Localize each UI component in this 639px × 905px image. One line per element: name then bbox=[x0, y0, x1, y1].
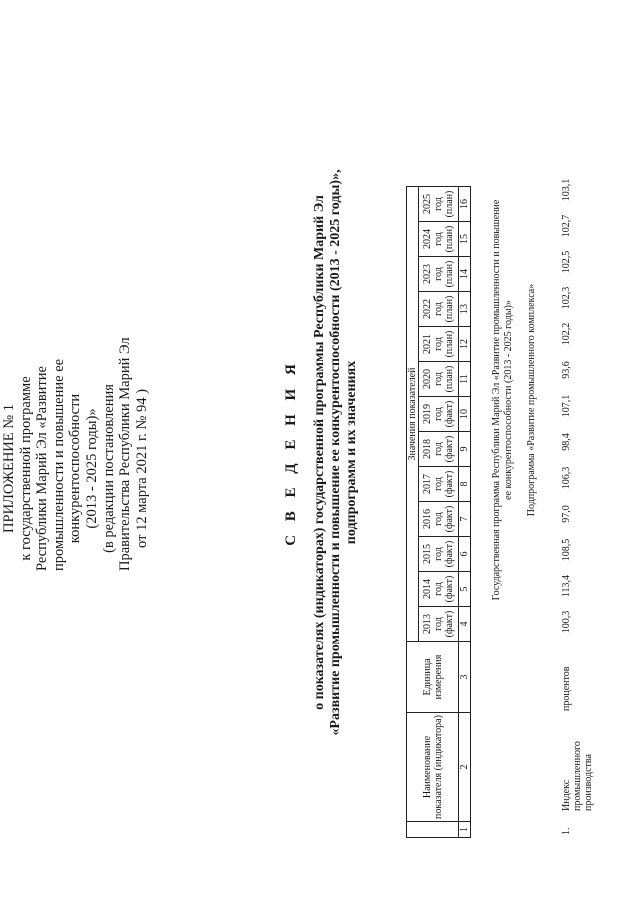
column-number: 2 bbox=[459, 713, 471, 822]
header-line: к государственной программе bbox=[17, 376, 34, 561]
year-header-kind: (план) bbox=[444, 330, 455, 358]
year-header-year: 2020 bbox=[422, 369, 433, 389]
program-caption bbox=[491, 95, 515, 705]
column-number: 4 bbox=[459, 607, 471, 642]
value-cell: 107,1 bbox=[561, 394, 572, 418]
year-header-year: 2022 bbox=[422, 299, 433, 319]
year-header-year: 2024 bbox=[422, 229, 433, 249]
indicator-name bbox=[561, 741, 594, 811]
indicator-name-line: Индекс bbox=[561, 779, 572, 811]
header-line: Правительства Республики Марий Эл bbox=[117, 337, 134, 571]
value-cell: 106,3 bbox=[561, 466, 572, 490]
subtitle-line: «Развитие промышленности и повышение ее конкурентоспособности (2013 - 2025 годы)», bbox=[328, 169, 343, 736]
indicator-unit: процентов bbox=[561, 666, 572, 711]
year-header-2021 bbox=[419, 327, 459, 362]
year-header-2014 bbox=[419, 572, 459, 607]
year-header-word: год bbox=[433, 232, 444, 246]
column-number: 13 bbox=[459, 292, 471, 327]
year-header-word: год bbox=[433, 512, 444, 526]
year-header-kind: (факт) bbox=[444, 610, 455, 638]
year-header-2018 bbox=[419, 432, 459, 467]
appendix-header bbox=[1, 337, 150, 571]
year-header-kind: (план) bbox=[444, 260, 455, 288]
column-number: 14 bbox=[459, 257, 471, 292]
year-header-year: 2013 bbox=[422, 614, 433, 634]
column-number: 11 bbox=[459, 362, 471, 397]
year-header-2019 bbox=[419, 397, 459, 432]
column-number: 8 bbox=[459, 467, 471, 502]
value-cell: 102,3 bbox=[561, 286, 572, 310]
document-title: С В Е Д Е Н И Я bbox=[283, 359, 299, 546]
year-header-word: год bbox=[433, 477, 444, 491]
values-header: Значения показателей bbox=[407, 187, 419, 642]
column-number: 9 bbox=[459, 432, 471, 467]
column-number: 10 bbox=[459, 397, 471, 432]
column-number: 6 bbox=[459, 537, 471, 572]
value-cell: 102,2 bbox=[561, 322, 572, 346]
year-header-year: 2014 bbox=[422, 579, 433, 599]
header-line: от 12 марта 2021 г. № 94 ) bbox=[133, 389, 150, 548]
year-header-word: год bbox=[433, 442, 444, 456]
year-header-kind: (факт) bbox=[444, 540, 455, 568]
year-header-2017 bbox=[419, 467, 459, 502]
value-cell: 97,0 bbox=[561, 505, 572, 523]
program-line: ее конкурентоспособности (2013 - 2025 годы)» bbox=[503, 300, 514, 500]
year-header-kind: (план) bbox=[444, 190, 455, 218]
column-number: 15 bbox=[459, 222, 471, 257]
column-number: 5 bbox=[459, 572, 471, 607]
year-header-2022 bbox=[419, 292, 459, 327]
year-header-word: год bbox=[433, 302, 444, 316]
year-header-kind: (факт) bbox=[444, 400, 455, 428]
value-cell: 108,5 bbox=[561, 538, 572, 562]
year-header-year: 2016 bbox=[422, 509, 433, 529]
year-header-year: 2019 bbox=[422, 404, 433, 424]
year-header-kind: (план) bbox=[444, 225, 455, 253]
value-cell: 93,6 bbox=[561, 361, 572, 379]
table-header-row bbox=[407, 187, 419, 838]
year-header-2024 bbox=[419, 222, 459, 257]
value-cell: 113,4 bbox=[561, 574, 572, 598]
year-header-kind: (факт) bbox=[444, 435, 455, 463]
row-number: 1. bbox=[561, 827, 572, 835]
value-cell: 102,7 bbox=[561, 214, 572, 238]
year-header-2020 bbox=[419, 362, 459, 397]
year-header-word: год bbox=[433, 617, 444, 631]
year-header-year: 2018 bbox=[422, 439, 433, 459]
header-line: (2013 - 2025 годы)» bbox=[83, 408, 100, 529]
subtitle-line: о показателях (индикаторах) государственной программы Республики Марий Эл bbox=[312, 195, 327, 710]
year-header-year: 2021 bbox=[422, 334, 433, 354]
year-header-2015 bbox=[419, 537, 459, 572]
year-header-year: 2023 bbox=[422, 264, 433, 284]
year-header-word: год bbox=[433, 337, 444, 351]
header-line: ПРИЛОЖЕНИЕ № 1 bbox=[1, 404, 17, 533]
year-header-word: год bbox=[433, 372, 444, 386]
year-header-kind: (факт) bbox=[444, 575, 455, 603]
column-numbers-row bbox=[459, 187, 471, 838]
subtitle-line: подпрограмм и их значениях bbox=[344, 360, 359, 545]
year-header-year: 2015 bbox=[422, 544, 433, 564]
value-cell: 103,1 bbox=[561, 178, 572, 202]
year-header-word: год bbox=[433, 197, 444, 211]
value-cell: 98,4 bbox=[561, 433, 572, 451]
value-cell: 102,5 bbox=[561, 250, 572, 274]
year-header-kind: (факт) bbox=[444, 470, 455, 498]
column-number: 3 bbox=[459, 642, 471, 713]
column-number: 16 bbox=[459, 187, 471, 222]
year-header-2013 bbox=[419, 607, 459, 642]
year-header-word: год bbox=[433, 407, 444, 421]
indicators-table bbox=[406, 186, 471, 838]
unit-header: Единица измерения bbox=[407, 642, 459, 713]
year-header-kind: (факт) bbox=[444, 505, 455, 533]
header-line: промышленности и повышение ее bbox=[50, 358, 67, 571]
year-header-2016 bbox=[419, 502, 459, 537]
year-header-kind: (план) bbox=[444, 295, 455, 323]
year-header-word: год bbox=[433, 582, 444, 596]
program-line: Государственная программа Республики Марий Эл «Развитие промышленности и повышение bbox=[491, 199, 502, 601]
year-header-year: 2017 bbox=[422, 474, 433, 494]
year-header-word: год bbox=[433, 267, 444, 281]
header-line: (в редакции постановления bbox=[100, 384, 117, 553]
row-number-header bbox=[407, 822, 459, 838]
column-number: 12 bbox=[459, 327, 471, 362]
indicator-name-header: Наименование показателя (индикатора) bbox=[407, 713, 459, 822]
indicator-name-line: производства bbox=[583, 754, 594, 811]
year-header-word: год bbox=[433, 547, 444, 561]
value-cell: 100,3 bbox=[561, 610, 572, 634]
header-line: конкурентоспособности bbox=[67, 393, 84, 544]
indicator-name-line: промышленного bbox=[572, 741, 583, 811]
year-header-kind: (план) bbox=[444, 365, 455, 393]
year-header-year: 2025 bbox=[422, 194, 433, 214]
column-number: 7 bbox=[459, 502, 471, 537]
header-line: Республики Марий Эл «Развитие bbox=[34, 366, 51, 571]
document-subtitle bbox=[312, 0, 360, 905]
year-header-2023 bbox=[419, 257, 459, 292]
subprogram-caption: Подпрограмма «Развитие промышленного комплекса» bbox=[526, 283, 537, 517]
column-number: 1 bbox=[459, 822, 471, 838]
year-header-2025 bbox=[419, 187, 459, 222]
